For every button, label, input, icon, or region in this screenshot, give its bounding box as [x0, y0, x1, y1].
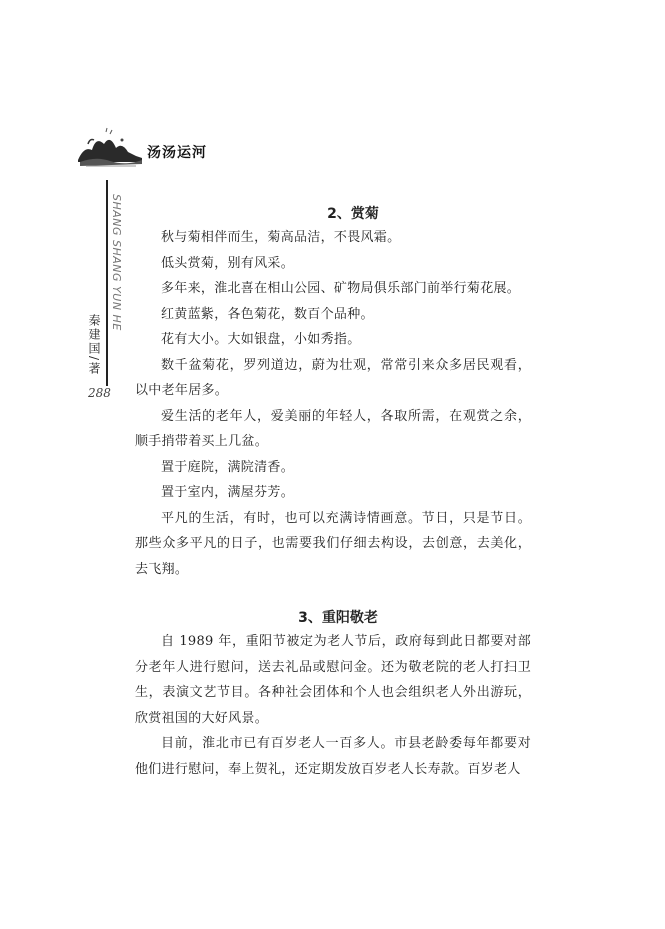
margin-english-title: SHANG SHANG YUN HE: [110, 194, 123, 331]
paragraph: 低头赏菊，别有风采。: [161, 255, 295, 271]
paragraph: 置于室内，满屋芬芳。: [161, 485, 295, 500]
margin-rule: [106, 180, 108, 386]
paragraph: 多年来，淮北喜在相山公园、矿物局俱乐部门前举行菊花展。: [161, 281, 521, 296]
page-body: [135, 204, 531, 782]
margin-author: 秦建国/著: [87, 314, 101, 377]
paragraph: 数千盆菊花，罗列道边，蔚为壮观，常常引来众多居民观看，以中老年居多。: [135, 357, 531, 398]
page-number: 288: [88, 386, 111, 400]
paragraph: 花有大小。大如银盘，小如秀指。: [161, 332, 361, 347]
section-title: 2、赏菊: [327, 206, 379, 222]
section-title: 3、重阳敬老: [298, 610, 378, 626]
ink-landscape-icon: [76, 126, 144, 170]
running-header-title: 汤汤运河: [147, 145, 207, 161]
paragraph: 秋与菊相伴而生，菊高品洁，不畏风霜。: [161, 230, 401, 245]
paragraph: 爱生活的老年人，爱美丽的年轻人，各取所需，在观赏之余，顺手捎带着买上几盆。: [135, 408, 531, 449]
paragraph: 置于庭院，满院清香。: [161, 459, 295, 475]
paragraph: 自 1989 年，重阳节被定为老人节后，政府每到此日都要对部分老年人进行慰问，送去礼品或慰问金。还为敬老院的老人打扫卫生，表演文艺节目。各种社会团体和个人也会组织老人外出游玩，欣赏祖国的大好风景。: [135, 634, 531, 726]
paragraph: 平凡的生活，有时，也可以充满诗情画意。节日，只是节日。那些众多平凡的日子，也需要我们仔细去构设，去创意，去美化，去飞翔。: [135, 510, 531, 577]
paragraph: 目前，淮北市已有百岁老人一百多人。市县老龄委每年都要对他们进行慰问，奉上贺礼，还定期发放百岁老人长寿款。百岁老人: [135, 736, 531, 777]
paragraph: 红黄蓝紫，各色菊花，数百个品种。: [161, 306, 374, 322]
